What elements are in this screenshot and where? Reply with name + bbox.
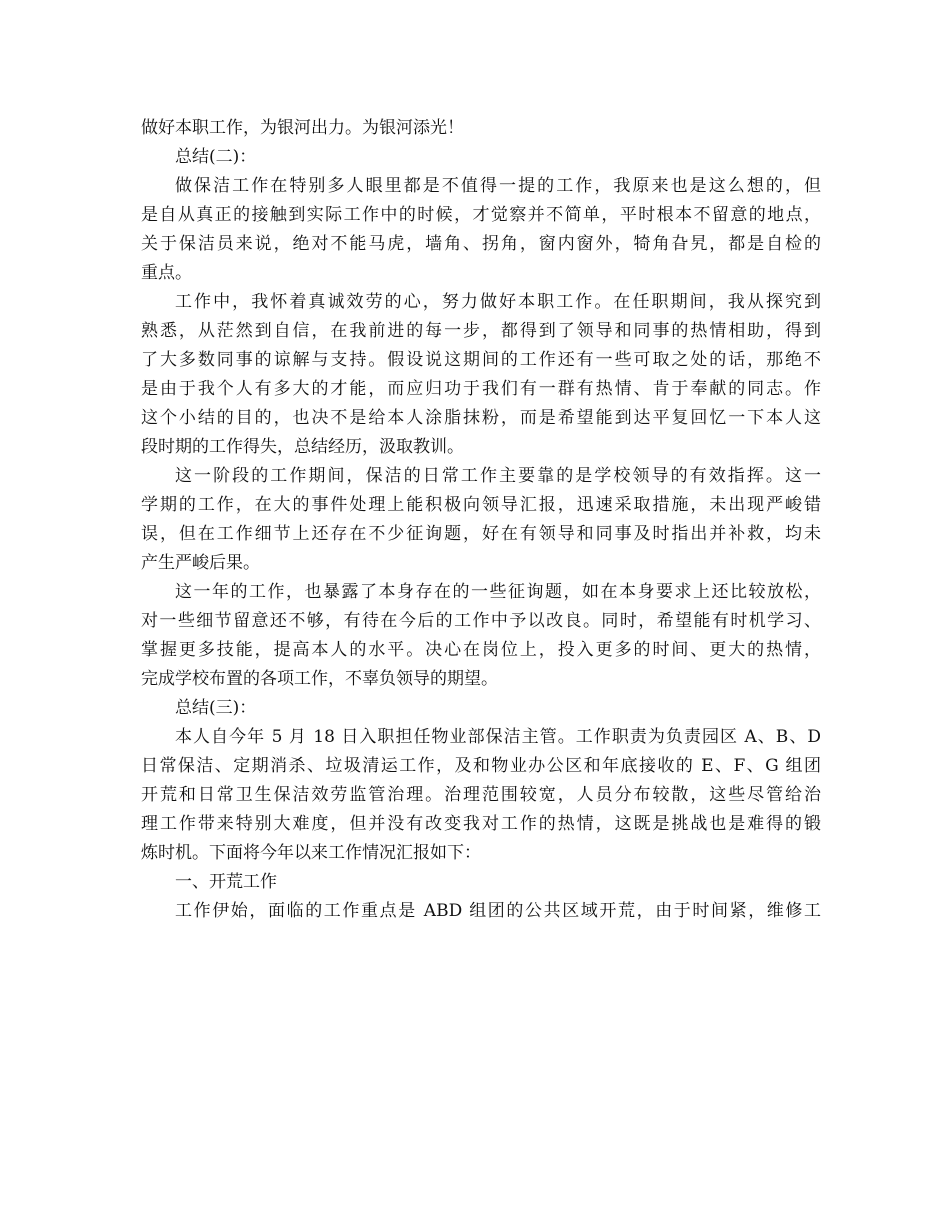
paragraph-line: 熟悉，从茫然到自信，在我前进的每一步，都得到了领导和同事的热情相助，得到	[141, 321, 821, 341]
paragraph-line: 这个小结的目的，也决不是给本人涂脂抹粉，而是希望能到达平复回忆一下本人这	[141, 408, 821, 428]
paragraph	[141, 723, 821, 868]
paragraph-line: 炼时机。下面将今年以来工作情况汇报如下：	[141, 843, 481, 863]
paragraph	[141, 578, 821, 694]
paragraph-line: 做保洁工作在特别多人眼里都是不值得一提的工作，我原来也是这么想的，但	[175, 176, 821, 196]
paragraph-line: 关于保洁员来说，绝对不能马虎，墙角、拐角，窗内窗外，犄角旮旯，都是自检的	[141, 234, 821, 254]
paragraph-line: 工作伊始，面临的工作重点是 ABD 组团的公共区域开荒，由于时间紧，维修工	[175, 901, 821, 921]
paragraph-line: 段时期的工作得失，总结经历，汲取教训。	[141, 437, 464, 457]
paragraph-line: 这一阶段的工作期间，保洁的日常工作主要靠的是学校领导的有效指挥。这一	[175, 466, 821, 486]
paragraph-line: 是由于我个人有多大的才能，而应归功于我们有一群有热情、肯于奉献的同志。作	[141, 379, 821, 399]
paragraph-line: 工作中，我怀着真诚效劳的心，努力做好本职工作。在任职期间，我从探究到	[175, 292, 821, 312]
paragraph-line: 理工作带来特别大难度，但并没有改变我对工作的热情，这既是挑战也是难得的锻	[141, 814, 821, 834]
document-body	[141, 114, 821, 926]
paragraph	[141, 897, 821, 926]
paragraph-line: 完成学校布置的各项工作，不辜负领导的期望。	[141, 669, 498, 689]
paragraph-line: 重点。	[141, 263, 192, 283]
paragraph-line: 掌握更多技能，提高本人的水平。决心在岗位上，投入更多的时间、更大的热情，	[141, 640, 821, 660]
paragraph-line: 误，但在工作细节上还存在不少征询题，好在有领导和同事及时指出并补救，均未	[141, 524, 821, 544]
section-heading: 一、开荒工作	[175, 872, 277, 892]
paragraph	[141, 462, 821, 578]
section-heading: 总结(三)：	[175, 698, 257, 718]
paragraph-line: 了大多数同事的谅解与支持。假设说这期间的工作还有一些可取之处的话，那绝不	[141, 350, 821, 370]
paragraph-line: 学期的工作，在大的事件处理上能积极向领导汇报，迅速采取措施，未出现严峻错	[141, 495, 821, 515]
paragraph-line: 对一些细节留意还不够，有待在今后的工作中予以改良。同时，希望能有时机学习、	[141, 611, 821, 631]
paragraph	[141, 288, 821, 462]
paragraph	[141, 172, 821, 288]
paragraph-line: 开荒和日常卫生保洁效劳监管治理。治理范围较宽，人员分布较散，这些尽管给治	[141, 785, 821, 805]
paragraph-line: 做好本职工作，为银河出力。为银河添光！	[141, 118, 464, 138]
paragraph-line: 本人自今年 5 月 18 日入职担任物业部保洁主管。工作职责为负责园区 A、B、D	[175, 727, 821, 747]
paragraph-line: 这一年的工作，也暴露了本身存在的一些征询题，如在本身要求上还比较放松，	[175, 582, 821, 602]
paragraph-line: 产生严峻后果。	[141, 553, 260, 573]
paragraph-line: 日常保洁、定期消杀、垃圾清运工作，及和物业办公区和年底接收的 E、F、G 组团	[141, 756, 821, 776]
paragraph-line: 是自从真正的接触到实际工作中的时候，才觉察并不简单，平时根本不留意的地点，	[141, 205, 821, 225]
section-heading: 总结(二)：	[175, 147, 257, 167]
paragraph	[141, 114, 821, 143]
